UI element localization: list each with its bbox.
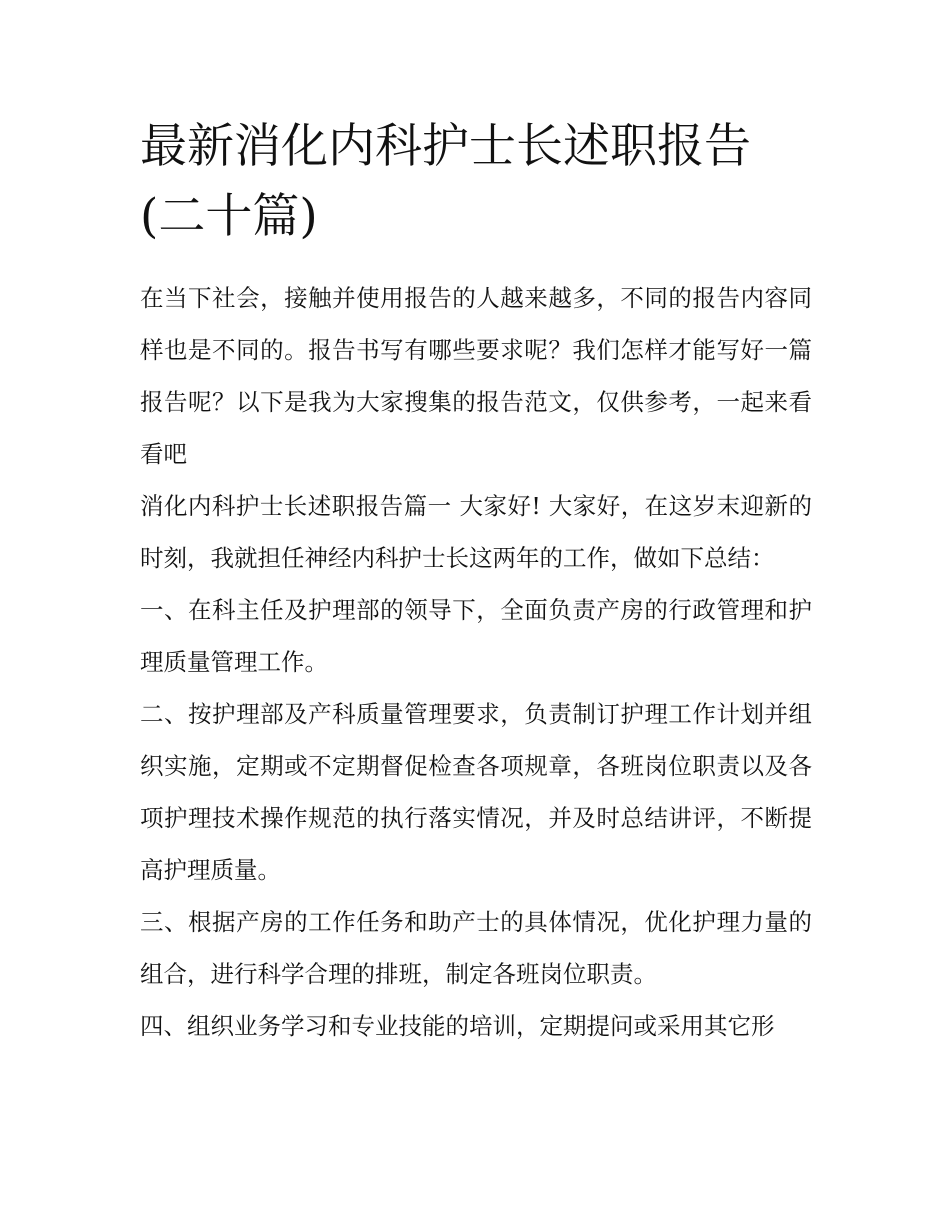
intro-paragraph: 在当下社会，接触并使用报告的人越来越多，不同的报告内容同样也是不同的。报告书写有哪些要求呢？我们怎样才能写好一篇报告呢？以下是我为大家搜集的报告范文，仅供参考，一起来看看吧 xyxy=(140,284,812,468)
greeting-paragraph: 消化内科护士长述职报告篇一 大家好! 大家好，在这岁末迎新的时刻，我就担任神经内科护士长这两年的工作，做如下总结： xyxy=(140,492,812,572)
document-body xyxy=(140,272,812,1052)
duty-paragraph-2: 二、按护理部及产科质量管理要求，负责制订护理工作计划并组织实施，定期或不定期督促检查各项规章，各班岗位职责以及各项护理技术操作规范的执行落实情况，并及时总结讲评，不断提高护理质量。 xyxy=(140,700,812,884)
document-content xyxy=(140,112,812,1052)
duty-paragraph-4: 四、组织业务学习和专业技能的培训，定期提问或采用其它形 xyxy=(140,1012,775,1040)
duty-paragraph-1: 一、在科主任及护理部的领导下，全面负责产房的行政管理和护理质量管理工作。 xyxy=(140,596,812,676)
duty-paragraph-3: 三、根据产房的工作任务和助产士的具体情况，优化护理力量的组合，进行科学合理的排班，制定各班岗位职责。 xyxy=(140,908,812,988)
title-line-2: (二十篇) xyxy=(140,189,318,244)
document-title xyxy=(140,112,812,252)
title-line-1: 最新消化内科护士长述职报告 xyxy=(140,119,751,174)
